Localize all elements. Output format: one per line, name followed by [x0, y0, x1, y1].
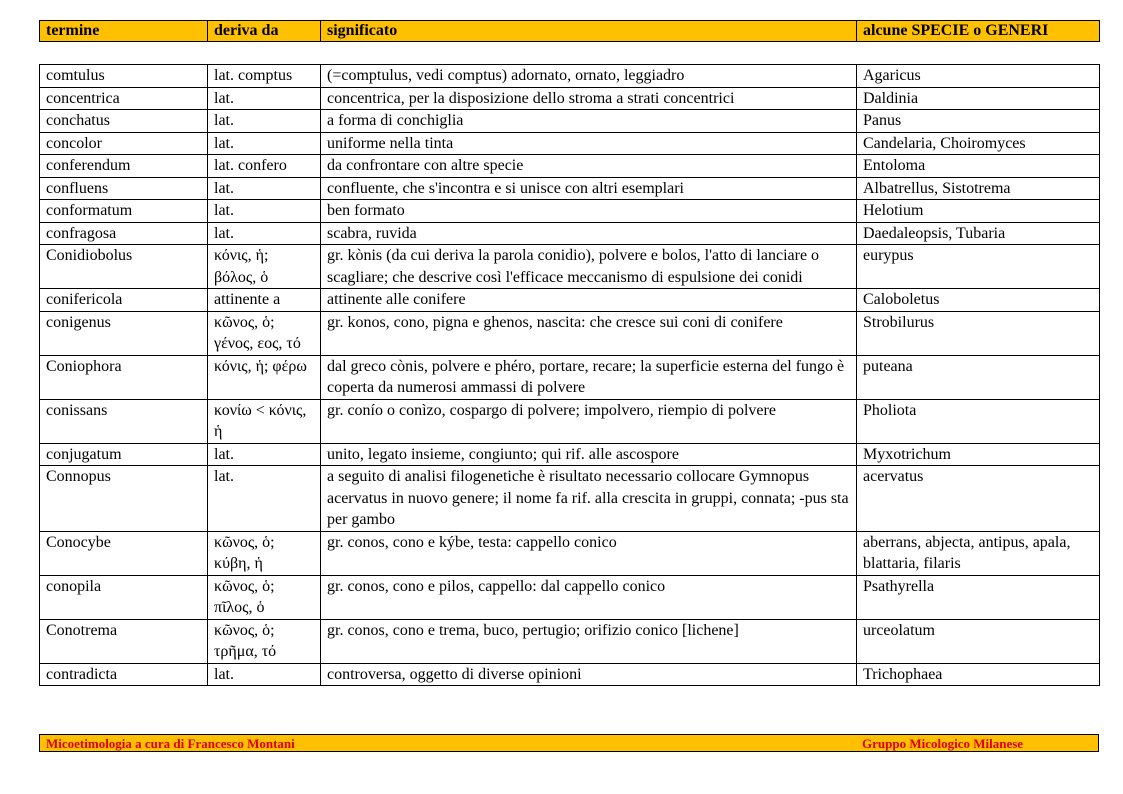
term-cell: concolor: [40, 132, 208, 155]
meaning-cell: dal greco cònis, polvere e phéro, portare, recare; la superficie esterna del fungo è coperta da numerosi ammassi di polvere: [321, 355, 857, 399]
term-cell: conissans: [40, 399, 208, 443]
origin-cell: lat.: [208, 663, 321, 686]
origin-cell: lat.: [208, 132, 321, 155]
meaning-cell: scabra, ruvida: [321, 222, 857, 245]
table-row: [40, 531, 1100, 575]
meaning-cell: controversa, oggetto di diverse opinioni: [321, 663, 857, 686]
species-cell: Candelaria, Choiromyces: [857, 132, 1100, 155]
table-row: [40, 65, 1100, 88]
term-cell: conformatum: [40, 200, 208, 223]
species-cell: acervatus: [857, 466, 1100, 532]
term-cell: concentrica: [40, 87, 208, 110]
origin-cell: lat.: [208, 466, 321, 532]
species-cell: aberrans, abjecta, antipus, apala, blattaria, filaris: [857, 531, 1100, 575]
meaning-cell: gr. konos, cono, pigna e ghenos, nascita: che cresce sui coni di conifere: [321, 311, 857, 355]
header-significato: significato: [321, 21, 857, 42]
origin-cell: lat. comptus: [208, 65, 321, 88]
origin-cell: lat.: [208, 87, 321, 110]
term-cell: Coniophora: [40, 355, 208, 399]
table-row: [40, 200, 1100, 223]
term-cell: Conotrema: [40, 619, 208, 663]
table-row: [40, 132, 1100, 155]
term-cell: confragosa: [40, 222, 208, 245]
meaning-cell: unito, legato insieme, congiunto; qui rif. alle ascospore: [321, 443, 857, 466]
table-row: [40, 663, 1100, 686]
meaning-cell: ben formato: [321, 200, 857, 223]
meaning-cell: gr. kònis (da cui deriva la parola conidio), polvere e bolos, l'atto di lanciare o scagliare; che descrive così l'efficace meccanismo di espulsione dei conidi: [321, 245, 857, 289]
origin-cell: lat.: [208, 443, 321, 466]
term-cell: conifericola: [40, 289, 208, 312]
origin-cell: κῶνος, ὁ; τρῆμα, τό: [208, 619, 321, 663]
origin-cell: attinente a: [208, 289, 321, 312]
table-row: [40, 311, 1100, 355]
species-cell: eurypus: [857, 245, 1100, 289]
species-cell: Albatrellus, Sistotrema: [857, 177, 1100, 200]
table-row: [40, 110, 1100, 133]
origin-cell: κονίω < κόνις, ἡ: [208, 399, 321, 443]
origin-cell: κῶνος, ὁ; πῖλος, ὁ: [208, 575, 321, 619]
term-cell: contradicta: [40, 663, 208, 686]
meaning-cell: (=comptulus, vedi comptus) adornato, ornato, leggiadro: [321, 65, 857, 88]
origin-cell: lat. confero: [208, 155, 321, 178]
origin-cell: lat.: [208, 222, 321, 245]
species-cell: urceolatum: [857, 619, 1100, 663]
species-cell: Caloboletus: [857, 289, 1100, 312]
table-row: [40, 466, 1100, 532]
header-deriva-da: deriva da: [208, 21, 321, 42]
species-cell: Panus: [857, 110, 1100, 133]
table-row: [40, 575, 1100, 619]
origin-cell: κόνις, ἡ; φέρω: [208, 355, 321, 399]
species-cell: Entoloma: [857, 155, 1100, 178]
meaning-cell: confluente, che s'incontra e si unisce con altri esemplari: [321, 177, 857, 200]
table-row: [40, 245, 1100, 289]
species-cell: Trichophaea: [857, 663, 1100, 686]
term-cell: confluens: [40, 177, 208, 200]
meaning-cell: gr. conío o conìzo, cospargo di polvere; impolvero, riempio di polvere: [321, 399, 857, 443]
footer-bar: [39, 734, 1099, 752]
term-cell: conferendum: [40, 155, 208, 178]
table-row: [40, 155, 1100, 178]
table-row: [40, 289, 1100, 312]
footer-author: Micoetimologia a cura di Francesco Montani: [46, 736, 295, 751]
origin-cell: lat.: [208, 110, 321, 133]
term-cell: Conocybe: [40, 531, 208, 575]
term-cell: conchatus: [40, 110, 208, 133]
meaning-cell: gr. conos, cono e kýbe, testa: cappello conico: [321, 531, 857, 575]
table-row: [40, 399, 1100, 443]
species-cell: Daldinia: [857, 87, 1100, 110]
table-row: [40, 87, 1100, 110]
meaning-cell: attinente alle conifere: [321, 289, 857, 312]
origin-cell: κόνις, ἡ; βόλος, ὁ: [208, 245, 321, 289]
species-cell: Psathyrella: [857, 575, 1100, 619]
meaning-cell: da confrontare con altre specie: [321, 155, 857, 178]
header-row: [40, 21, 1100, 42]
term-cell: Connopus: [40, 466, 208, 532]
species-cell: puteana: [857, 355, 1100, 399]
term-cell: conopila: [40, 575, 208, 619]
origin-cell: lat.: [208, 200, 321, 223]
meaning-cell: gr. conos, cono e pilos, cappello: dal cappello conico: [321, 575, 857, 619]
meaning-cell: a forma di conchiglia: [321, 110, 857, 133]
species-cell: Pholiota: [857, 399, 1100, 443]
term-cell: conigenus: [40, 311, 208, 355]
meaning-cell: gr. conos, cono e trema, buco, pertugio; orifizio conico [lichene]: [321, 619, 857, 663]
table-row: [40, 177, 1100, 200]
meaning-cell: a seguito di analisi filogenetiche è risultato necessario collocare Gymnopus acervatus in nuovo genere; il nome fa rif. alla crescita in gruppi, connata; -pus sta per gambo: [321, 466, 857, 532]
species-cell: Myxotrichum: [857, 443, 1100, 466]
glossary-table: [39, 64, 1100, 686]
meaning-cell: uniforme nella tinta: [321, 132, 857, 155]
term-cell: comtulus: [40, 65, 208, 88]
table-row: [40, 222, 1100, 245]
table-row: [40, 355, 1100, 399]
species-cell: Daedaleopsis, Tubaria: [857, 222, 1100, 245]
term-cell: conjugatum: [40, 443, 208, 466]
origin-cell: lat.: [208, 177, 321, 200]
footer-group: Gruppo Micologico Milanese: [862, 736, 1024, 751]
origin-cell: κῶνος, ὁ; κύβη, ἡ: [208, 531, 321, 575]
species-cell: Agaricus: [857, 65, 1100, 88]
header-table: [39, 20, 1100, 42]
header-termine: termine: [40, 21, 208, 42]
species-cell: Strobilurus: [857, 311, 1100, 355]
table-row: [40, 619, 1100, 663]
origin-cell: κῶνος, ὁ; γένος, εος, τό: [208, 311, 321, 355]
table-row: [40, 443, 1100, 466]
species-cell: Helotium: [857, 200, 1100, 223]
meaning-cell: concentrica, per la disposizione dello stroma a strati concentrici: [321, 87, 857, 110]
header-specie-generi: alcune SPECIE o GENERI: [857, 21, 1100, 42]
term-cell: Conidiobolus: [40, 245, 208, 289]
